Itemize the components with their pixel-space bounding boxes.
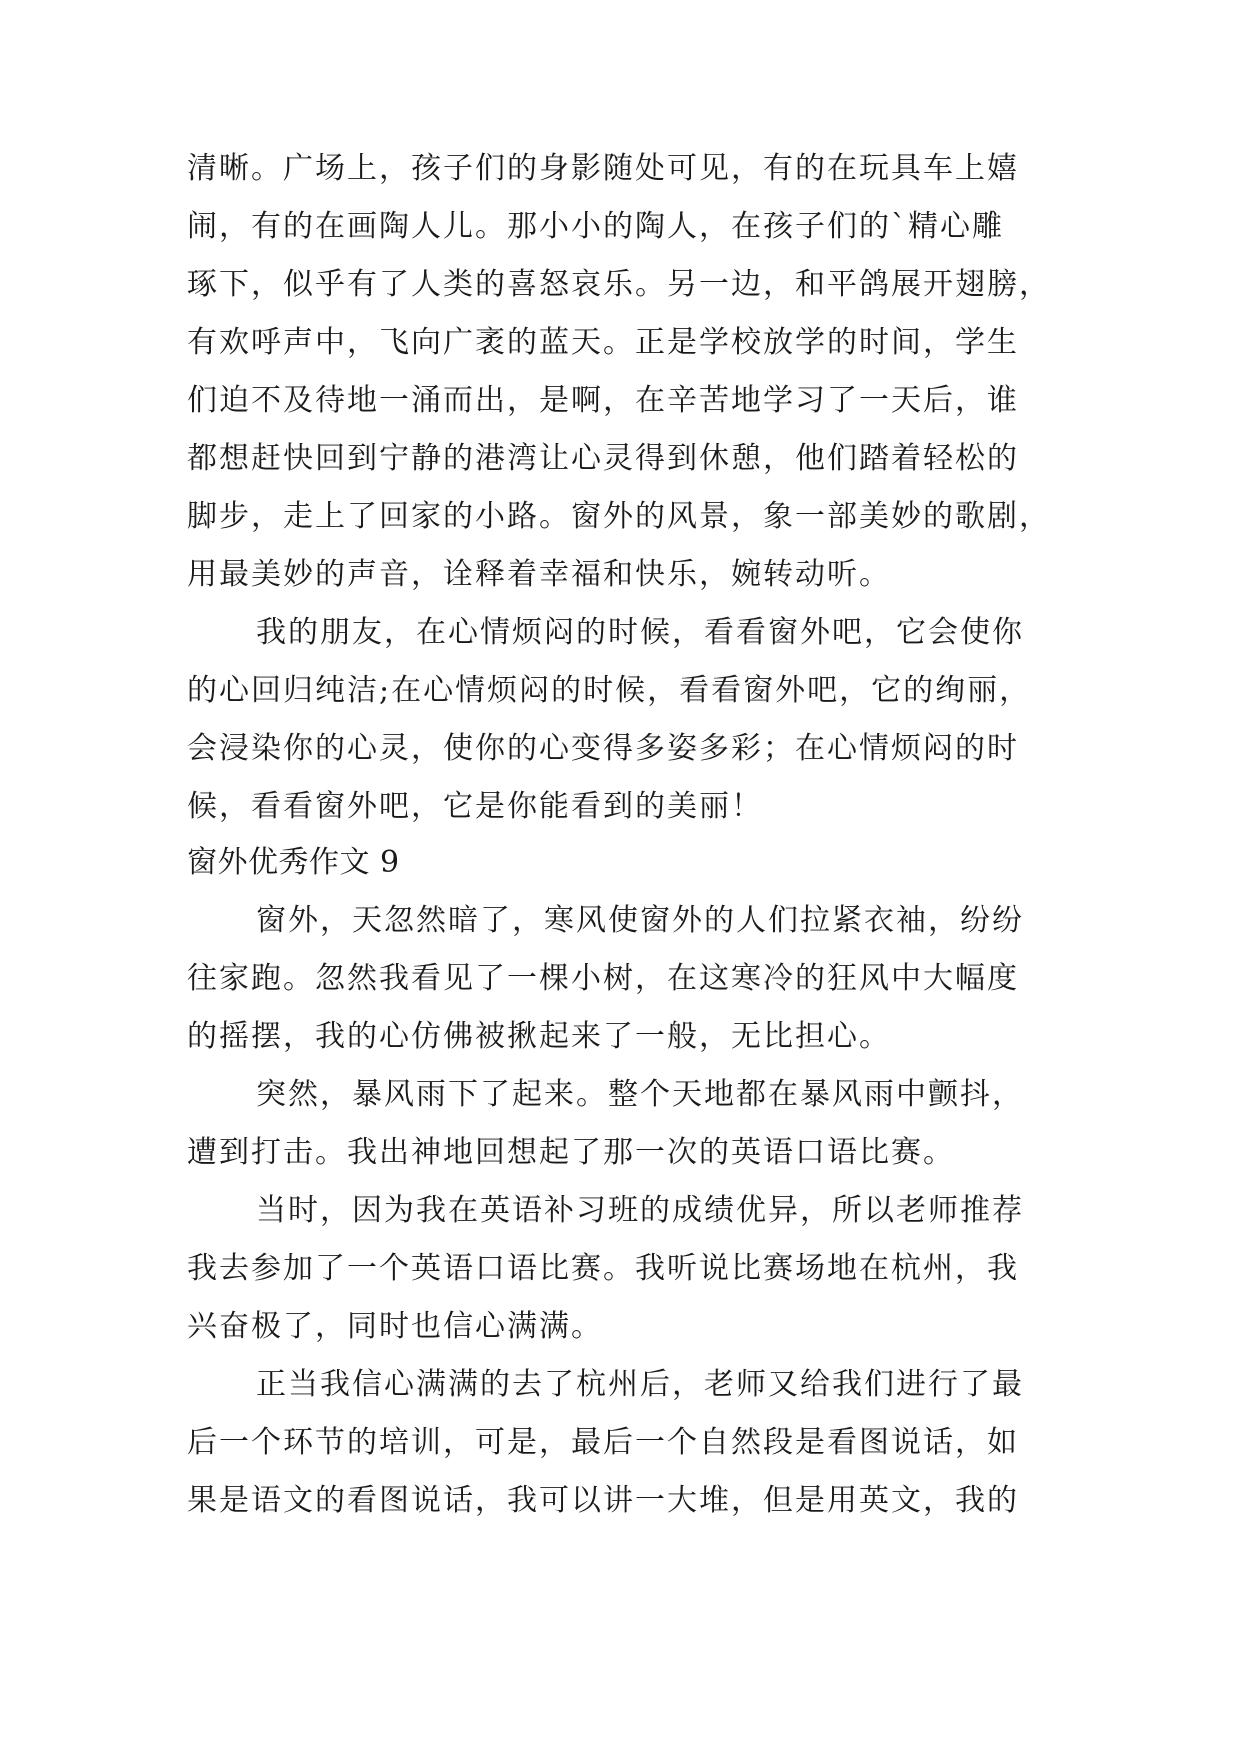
- text-line: 都想赶快回到宁静的港湾让心灵得到休憩，他们踏着轻松的: [187, 441, 1019, 476]
- text-line: 的摇摆，我的心仿佛被揪起来了一般，无比担心。: [187, 1019, 891, 1054]
- text-line: 的心回归纯洁;在心情烦闷的时候，看看窗外吧，它的绚丽，: [187, 673, 1032, 708]
- text-line: 正当我信心满满的去了杭州后，老师又给我们进行了最: [256, 1367, 1024, 1402]
- text-line: 候，看看窗外吧，它是你能看到的美丽！: [187, 789, 763, 824]
- text-line: 会浸染你的心灵，使你的心变得多姿多彩；在心情烦闷的时: [187, 731, 1019, 766]
- text-line: 当时，因为我在英语补习班的成绩优异，所以老师推荐: [256, 1193, 1024, 1228]
- text-line: 闹，有的在画陶人儿。那小小的陶人，在孩子们的`精心雕: [187, 209, 1004, 244]
- text-line: 突然，暴风雨下了起来。整个天地都在暴风雨中颤抖，: [256, 1077, 1024, 1112]
- text-line: 脚步，走上了回家的小路。窗外的风景，象一部美妙的歌剧，: [187, 499, 1051, 534]
- text-line: 们迫不及待地一涌而出，是啊，在辛苦地学习了一天后，谁: [187, 383, 1019, 418]
- text-line: 窗外，天忽然暗了，寒风使窗外的人们拉紧衣袖，纷纷: [256, 903, 1024, 938]
- text-line: 琢下，似乎有了人类的喜怒哀乐。另一边，和平鸽展开翅膀，: [187, 267, 1051, 302]
- text-line: 后一个环节的培训，可是，最后一个自然段是看图说话，如: [187, 1425, 1019, 1460]
- text-line: 有欢呼声中，飞向广袤的蓝天。正是学校放学的时间，学生: [187, 325, 1019, 360]
- text-line: 我去参加了一个英语口语比赛。我听说比赛场地在杭州，我: [187, 1251, 1019, 1286]
- text-line: 用最美妙的声音，诠释着幸福和快乐，婉转动听。: [187, 557, 891, 592]
- text-line: 清晰。广场上，孩子们的身影随处可见，有的在玩具车上嬉: [187, 151, 1019, 186]
- section-heading: 窗外优秀作文 9: [187, 845, 400, 880]
- text-line: 往家跑。忽然我看见了一棵小树，在这寒冷的狂风中大幅度: [187, 961, 1019, 996]
- text-line: 果是语文的看图说话，我可以讲一大堆，但是用英文，我的: [187, 1483, 1019, 1518]
- text-line: 遭到打击。我出神地回想起了那一次的英语口语比赛。: [187, 1135, 955, 1170]
- text-line: 兴奋极了，同时也信心满满。: [187, 1309, 603, 1344]
- text-line: 我的朋友，在心情烦闷的时候，看看窗外吧，它会使你: [256, 615, 1024, 650]
